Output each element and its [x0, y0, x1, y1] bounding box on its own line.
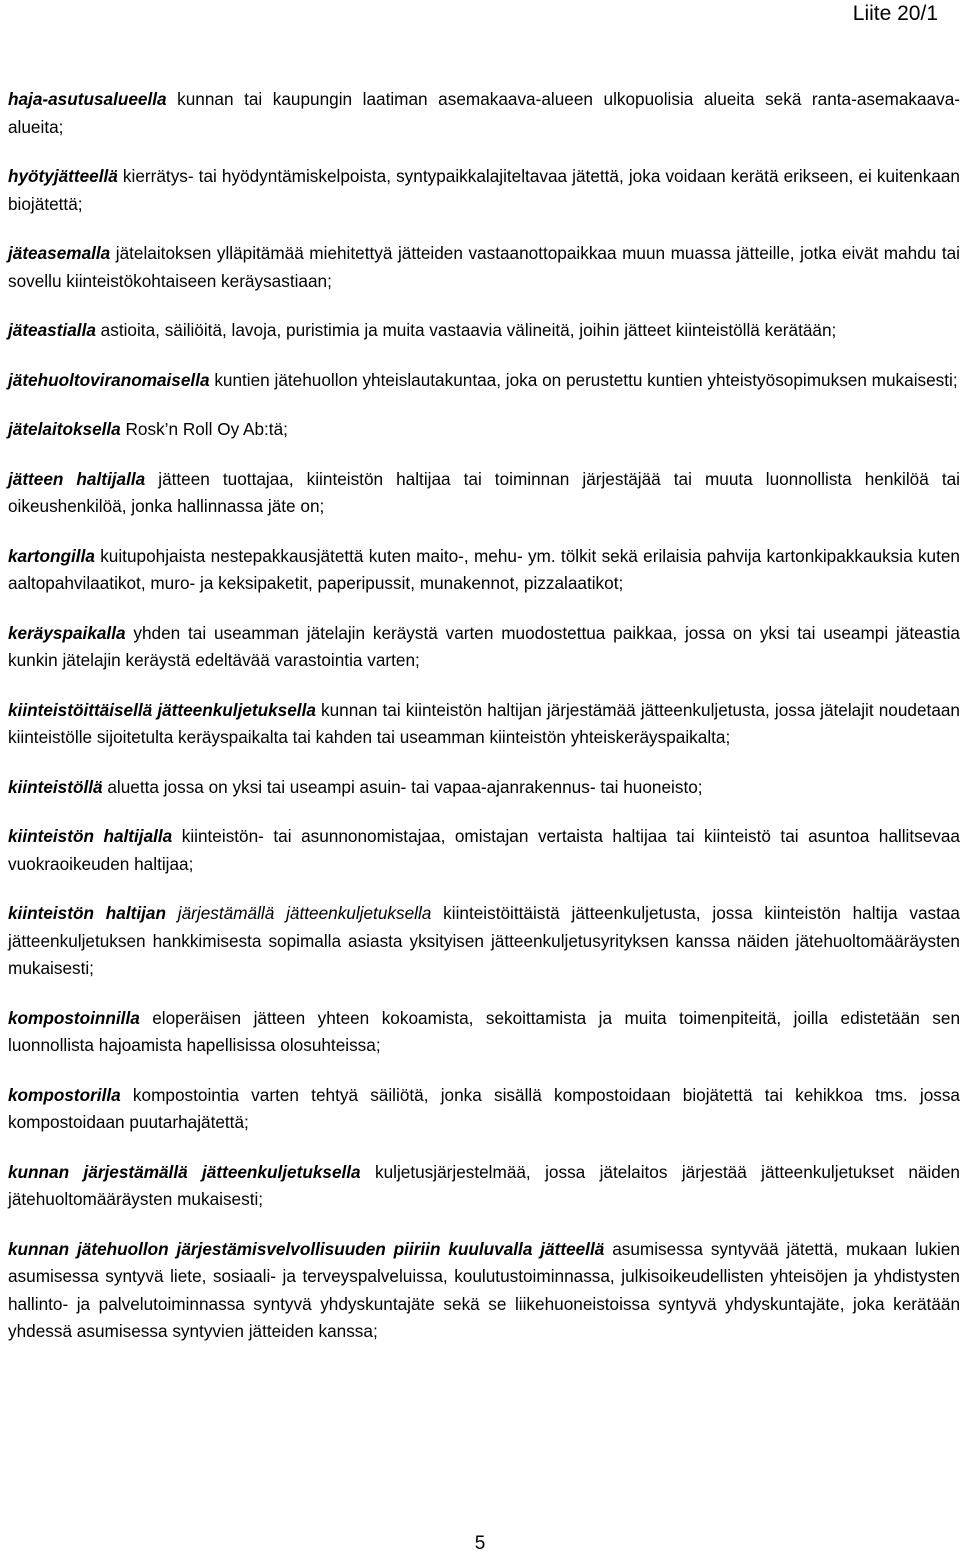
definition-item [8, 774, 960, 802]
definition-text: kierrätys- tai hyödyntämiskelpoista, syntypaikkalajiteltavaa jätettä, joka voidaan kerätä erikseen, ei kuitenkaan biojätettä; [8, 166, 960, 214]
definition-term-continuation: järjestämällä jätteenkuljetuksella [165, 903, 432, 923]
definitions-list [8, 86, 960, 1346]
definition-term: jätteen haltijalla [8, 468, 146, 489]
definition-item [8, 1082, 960, 1137]
definition-text: kunnan tai kaupungin laatiman asemakaava-alueen ulkopuolisia alueita sekä ranta-asemakaava-alueita; [8, 89, 960, 137]
definition-term: jäteasemalla [8, 243, 111, 263]
definition-term: jäteastialla [8, 320, 96, 340]
definition-term: kartongilla [8, 545, 95, 566]
definition-item [8, 620, 960, 675]
definition-term: kiinteistöllä [8, 776, 103, 797]
definition-item [8, 86, 960, 141]
definition-text: jätelaitoksen ylläpitämää miehitettyä jätteiden vastaanottopaikkaa muun muassa jätteille, jotka eivät mahdu tai sovellu kiinteistökohtaiseen keräysastiaan; [8, 243, 960, 291]
definition-text: kiinteistön- tai asunnonomistajaa, omistajan vertaista haltijaa tai kiinteistö tai asuntoa hallitsevaa vuokraoikeuden haltijaa; [8, 826, 960, 874]
definition-item [8, 317, 960, 345]
definition-item [8, 900, 960, 983]
definition-term: jätehuoltoviranomaisella [8, 369, 210, 390]
definition-term: kunnan jätehuollon järjestämisvelvollisuuden piiriin kuuluvalla jätteellä [8, 1238, 605, 1259]
definition-item [8, 543, 960, 598]
definition-term: kunnan järjestämällä jätteenkuljetuksella [8, 1161, 361, 1182]
page-number: 5 [474, 1533, 486, 1554]
definition-text: asumisessa syntyvää jätettä, mukaan lukien asumisessa syntyvä liete, sosiaali- ja terveyspalveluissa, koulutustoiminnassa, julkisoikeudellisten yhteisöjen ja yhdistysten hallinto- ja palvelutoiminnassa syntyvä yhdyskuntajäte sekä se liikehuoneistoissa syntyvä yhdyskuntajäte, joka kerätään yhdessä asumisessa syntyvien jätteiden kanssa; [8, 1238, 960, 1341]
definition-term: kiinteistön haltijalla [8, 826, 173, 846]
definition-text: Rosk’n Roll Oy Ab:tä; [120, 419, 288, 439]
definition-item [8, 823, 960, 878]
definition-term: kompostoinnilla [8, 1007, 140, 1028]
definition-item [8, 1236, 960, 1346]
attachment-label: Liite 20/1 [852, 2, 938, 25]
definition-text: kunnan tai kiinteistön haltijan järjestämää jätteenkuljetusta, jossa jätelajit noudetaan kiinteistölle sijoitetulta keräyspaikalta tai kahden tai useamman kiinteistön yhteiskeräyspaikalta; [8, 699, 960, 747]
definition-text: astioita, säiliöitä, lavoja, puristimia ja muita vastaavia välineitä, joihin jätteet kiinteistöllä kerätään; [95, 320, 837, 340]
definition-text: eloperäisen jätteen yhteen kokoamista, sekoittamista ja muita toimenpiteitä, joilla edistetään sen luonnollista hajoamista hapellisissa olosuhteissa; [8, 1007, 960, 1055]
definition-item [8, 163, 960, 218]
definition-term: haja-asutusalueella [8, 89, 167, 109]
definition-text: kuitupohjaista nestepakkausjätettä kuten maito-, mehu- ym. tölkit sekä erilaisia pahvija kartonkipakkauksia kuten aaltopahvilaatikot, muro- ja keksipaketit, paperipussit, munakennot, pizzalaatikot; [8, 545, 960, 593]
definition-term: hyötyjätteellä [8, 166, 118, 186]
definition-text: kuljetusjärjestelmää, jossa jätelaitos järjestää jätteenkuljetukset näiden jätehuoltomääräysten mukaisesti; [8, 1161, 960, 1209]
definition-item [8, 1159, 960, 1214]
definition-term: kompostorilla [8, 1084, 121, 1105]
definition-item [8, 1005, 960, 1060]
definition-item [8, 240, 960, 295]
definition-term: keräyspaikalla [8, 622, 126, 643]
definition-text: kompostointia varten tehtyä säiliötä, jonka sisällä kompostoidaan biojätettä tai kehikkoa tms. jossa kompostoidaan puutarhajätettä; [8, 1084, 960, 1132]
definition-item [8, 697, 960, 752]
definition-item [8, 367, 960, 395]
definition-term: kiinteistöittäisellä jätteenkuljetuksella [8, 699, 316, 720]
definition-term: jätelaitoksella [8, 419, 121, 439]
definition-text: kuntien jätehuollon yhteislautakuntaa, joka on perustettu kuntien yhteistyösopimuksen mukaisesti; [209, 369, 958, 390]
definition-item [8, 416, 960, 444]
definition-text: jätteen tuottajaa, kiinteistön haltijaa tai toiminnan järjestäjää tai muuta luonnollista henkilöä tai oikeushenkilöä, jonka hallinnassa jäte on; [8, 468, 960, 516]
definition-text: kiinteistöittäistä jätteenkuljetusta, jossa kiinteistön haltija vastaa jätteenkuljetuksen hankkimisesta sopimalla asiasta yksityisen jätteenkuljetusyrityksen kanssa näiden jätehuoltomääräysten mukaisesti; [8, 903, 960, 978]
definition-item [8, 466, 960, 521]
definition-term: kiinteistön haltijan [8, 903, 166, 923]
definition-text: aluetta jossa on yksi tai useampi asuin- tai vapaa-ajanrakennus- tai huoneisto; [102, 776, 703, 797]
definition-text: yhden tai useamman jätelajin keräystä varten muodostettua paikkaa, jossa on yksi tai useampi jäteastia kunkin jätelajin keräystä edeltävää varastointia varten; [8, 622, 960, 670]
